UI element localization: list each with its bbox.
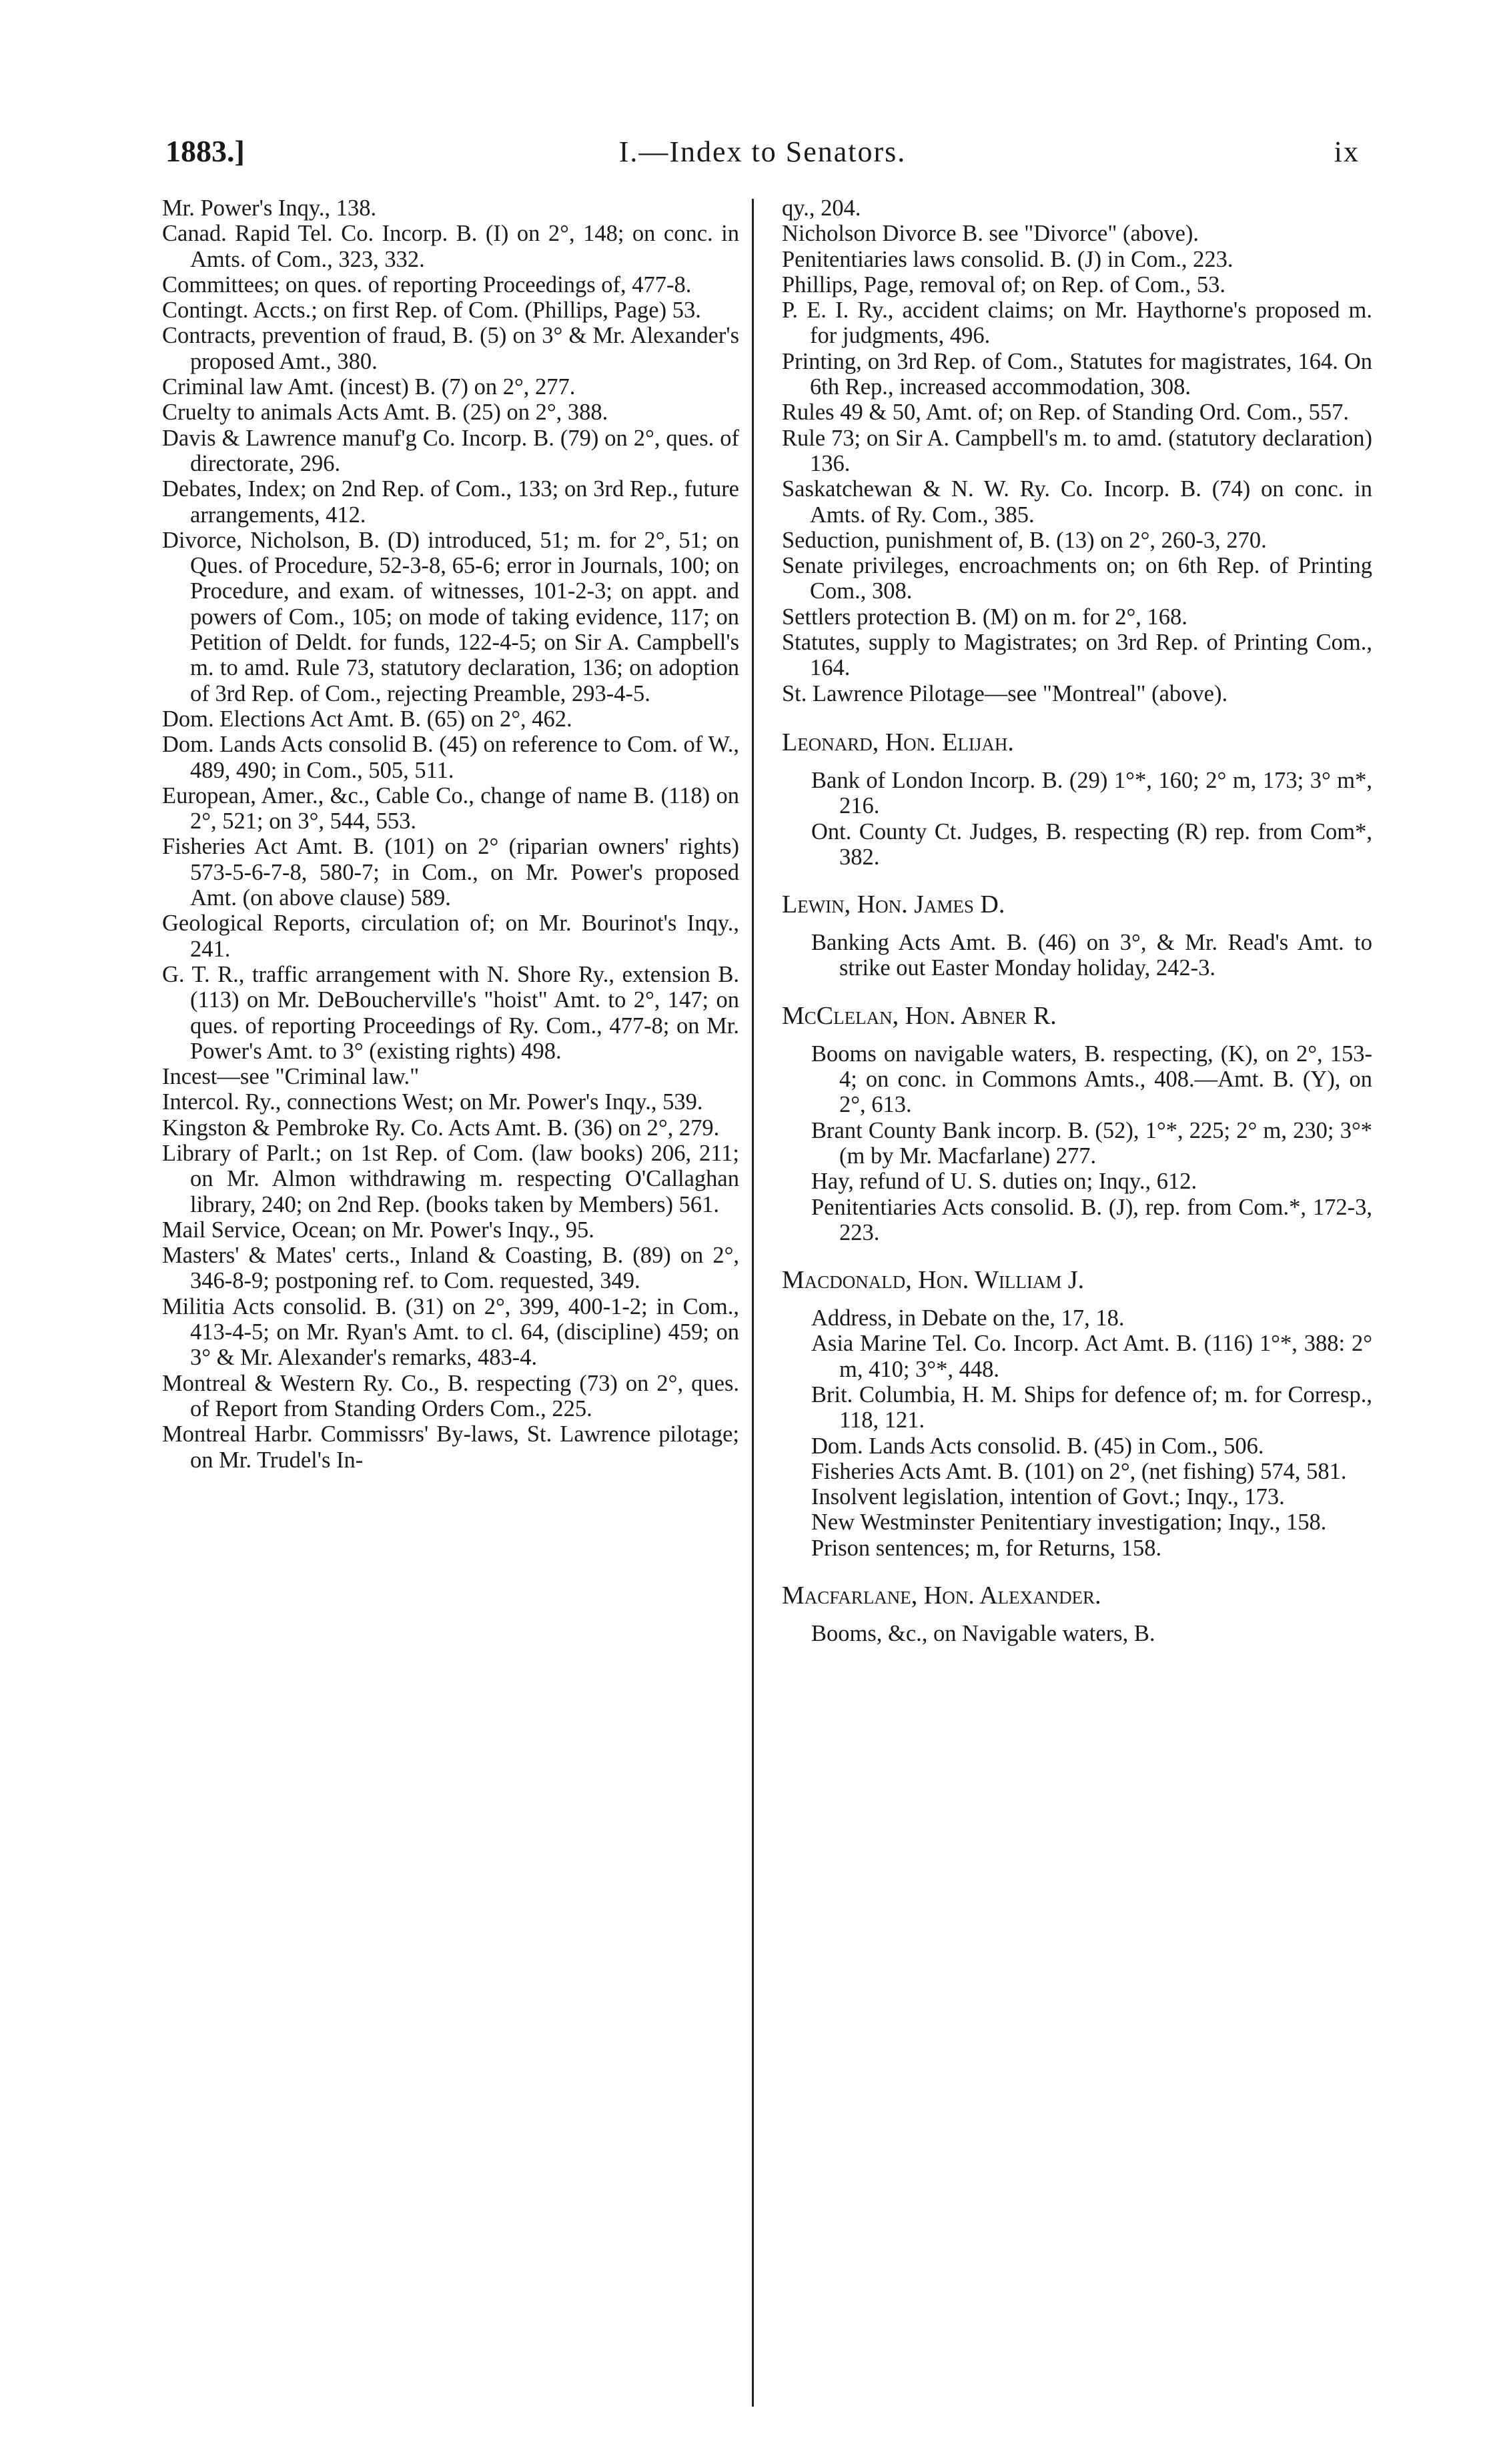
right-column: [782, 195, 1372, 1646]
header-title: I.—Index to Senators.: [618, 135, 907, 168]
index-entry: Rules 49 & 50, Amt. of; on Rep. of Standing Ord. Com., 557.: [782, 400, 1350, 426]
index-entry: Brit. Columbia, H. M. Ships for defence of; m. for Corresp., 118, 121.: [811, 1381, 1372, 1433]
senator-heading: Macdonald, Hon. William J.: [782, 1266, 1085, 1295]
index-entry: Davis & Lawrence manuf'g Co. Incorp. B. (79) on 2°, ques. of directorate, 296.: [162, 425, 739, 476]
index-entry: St. Lawrence Pilotage—see "Montreal" (above).: [782, 680, 1228, 706]
index-entry: Fisheries Act Amt. B. (101) on 2° (riparian owners' rights) 573-5-6-7-8, 580-7; in Com., on Mr. Power's proposed Amt. (on above clause) 589.: [162, 834, 739, 911]
header-year: 1883.]: [165, 134, 245, 168]
index-entry: Committees; on ques. of reporting Proceedings of, 477-8.: [162, 271, 692, 297]
index-entry: Booms on navigable waters, B. respecting, (K), on 2°, 153-4; on conc. in Commons Amts., 408.—Amt. B. (Y), on 2°, 613.: [811, 1041, 1372, 1118]
column-divider: [752, 199, 754, 2407]
index-entry: Address, in Debate on the, 17, 18.: [811, 1305, 1125, 1331]
index-entry: Dom. Lands Acts consolid. B. (45) in Com., 506.: [811, 1433, 1264, 1459]
index-entry: Seduction, punishment of, B. (13) on 2°, 260-3, 270.: [782, 527, 1267, 553]
senator-heading: McClelan, Hon. Abner R.: [782, 1001, 1057, 1030]
index-entry: Mail Service, Ocean; on Mr. Power's Inqy., 95.: [162, 1217, 594, 1243]
index-entry: Asia Marine Tel. Co. Incorp. Act Amt. B. (116) 1°*, 388: 2° m, 410; 3°*, 448.: [811, 1331, 1372, 1382]
index-entry: New Westminster Penitentiary investigation; Inqy., 158.: [811, 1509, 1327, 1535]
index-entry: Penitentiaries Acts consolid. B. (J), rep. from Com.*, 172-3, 223.: [811, 1194, 1372, 1245]
index-entry: Insolvent legislation, intention of Govt.; Inqy., 173.: [811, 1484, 1285, 1510]
index-entry: European, Amer., &c., Cable Co., change of name B. (118) on 2°, 521; on 3°, 544, 553.: [162, 782, 739, 834]
index-entry: Prison sentences; m, for Returns, 158.: [811, 1535, 1162, 1561]
index-entry: qy., 204.: [782, 195, 861, 221]
index-entry: Montreal & Western Ry. Co., B. respecting (73) on 2°, ques. of Report from Standing Orders Com., 225.: [162, 1370, 739, 1421]
page-header: [165, 133, 1360, 180]
index-entry: Fisheries Acts Amt. B. (101) on 2°, (net fishing) 574, 581.: [811, 1458, 1347, 1484]
index-entry: Library of Parlt.; on 1st Rep. of Com. (law books) 206, 211; on Mr. Almon withdrawing m. respecting O'Callaghan library, 240; on 2nd Rep. (books taken by Members) 561.: [162, 1140, 739, 1217]
index-entry: Penitentiaries laws consolid. B. (J) in Com., 223.: [782, 246, 1233, 272]
index-entry: Contracts, prevention of fraud, B. (5) on 3° & Mr. Alexander's proposed Amt., 380.: [162, 323, 739, 374]
index-entry: Montreal Harbr. Commissrs' By-laws, St. Lawrence pilotage; on Mr. Trudel's In-: [162, 1421, 739, 1473]
index-entry: Canad. Rapid Tel. Co. Incorp. B. (I) on 2°, 148; on conc. in Amts. of Com., 323, 332.: [162, 221, 739, 272]
index-entry: Kingston & Pembroke Ry. Co. Acts Amt. B. (36) on 2°, 279.: [162, 1115, 720, 1141]
index-entry: Saskatchewan & N. W. Ry. Co. Incorp. B. (74) on conc. in Amts. of Ry. Com., 385.: [782, 476, 1372, 528]
index-entry: Banking Acts Amt. B. (46) on 3°, & Mr. Read's Amt. to strike out Easter Monday holiday, 242-3.: [811, 930, 1372, 981]
index-entry: Statutes, supply to Magistrates; on 3rd Rep. of Printing Com., 164.: [782, 630, 1372, 681]
index-entry: Hay, refund of U. S. duties on; Inqy., 612.: [811, 1169, 1197, 1195]
senator-heading: Lewin, Hon. James D.: [782, 890, 1005, 919]
index-entry: Printing, on 3rd Rep. of Com., Statutes for magistrates, 164. On 6th Rep., increased accommodation, 308.: [782, 348, 1372, 400]
index-entry: Mr. Power's Inqy., 138.: [162, 195, 377, 221]
index-entry: Criminal law Amt. (incest) B. (7) on 2°, 277.: [162, 374, 576, 400]
senator-heading: Leonard, Hon. Elijah.: [782, 728, 1014, 756]
index-entry: Ont. County Ct. Judges, B. respecting (R) rep. from Com*, 382.: [811, 818, 1372, 870]
index-entry: Incest—see "Criminal law.": [162, 1064, 420, 1090]
index-entry: Geological Reports, circulation of; on Mr. Bourinot's Inqy., 241.: [162, 910, 739, 962]
senator-heading: Macfarlane, Hon. Alexander.: [782, 1582, 1101, 1610]
index-entry: Dom. Lands Acts consolid B. (45) on reference to Com. of W., 489, 490; in Com., 505, 511.: [162, 732, 739, 783]
index-entry: Militia Acts consolid. B. (31) on 2°, 399, 400-1-2; in Com., 413-4-5; on Mr. Ryan's Amt. to cl. 64, (discipline) 459; on 3° & Mr. Alexander's remarks, 483-4.: [162, 1293, 739, 1371]
index-entry: Nicholson Divorce B. see "Divorce" (above).: [782, 221, 1199, 247]
page-number: ix: [1334, 135, 1360, 168]
index-entry: Intercol. Ry., connections West; on Mr. Power's Inqy., 539.: [162, 1089, 703, 1115]
index-entry: Settlers protection B. (M) on m. for 2°, 168.: [782, 604, 1187, 630]
index-entry: P. E. I. Ry., accident claims; on Mr. Haythorne's proposed m. for judgments, 496.: [782, 297, 1372, 349]
index-entry: Masters' & Mates' certs., Inland & Coasting, B. (89) on 2°, 346-8-9; postponing ref. to Com. requested, 349.: [162, 1243, 739, 1294]
left-column: [162, 195, 739, 1473]
index-entry: Senate privileges, encroachments on; on 6th Rep. of Printing Com., 308.: [782, 553, 1372, 604]
index-entry: Contingt. Accts.; on first Rep. of Com. (Phillips, Page) 53.: [162, 297, 701, 324]
index-entry: Booms, &c., on Navigable waters, B.: [811, 1621, 1155, 1647]
index-entry: Debates, Index; on 2nd Rep. of Com., 133; on 3rd Rep., future arrangements, 412.: [162, 476, 739, 528]
index-entry: Cruelty to animals Acts Amt. B. (25) on 2°, 388.: [162, 400, 608, 426]
index-entry: Brant County Bank incorp. B. (52), 1°*, 225; 2° m, 230; 3°* (m by Mr. Macfarlane) 277.: [811, 1117, 1372, 1169]
index-entry: Rule 73; on Sir A. Campbell's m. to amd. (statutory declaration) 136.: [782, 425, 1372, 476]
index-entry: Dom. Elections Act Amt. B. (65) on 2°, 462.: [162, 706, 572, 732]
index-entry: Bank of London Incorp. B. (29) 1°*, 160; 2° m, 173; 3° m*, 216.: [811, 767, 1372, 819]
index-entry: G. T. R., traffic arrangement with N. Shore Ry., extension B. (113) on Mr. DeBoucherville's "hoist" Amt. to 2°, 147; on ques. of reporting Proceedings of Ry. Com., 477-8; on Mr. Power's Amt. to 3° (existing rights) 498.: [162, 961, 739, 1064]
index-entry: Phillips, Page, removal of; on Rep. of Com., 53.: [782, 271, 1226, 297]
index-entry: Divorce, Nicholson, B. (D) introduced, 51; m. for 2°, 51; on Ques. of Procedure, 52-3-8, 65-6; error in Journals, 100; on Procedure, and exam. of witnesses, 101-2-3; on appt. and powers of Com., 105; on mode of taking evidence, 117; on Petition of Deldt. for funds, 122-4-5; on Sir A. Campbell's m. to amd. Rule 73, statutory declaration, 136; on adoption of 3rd Rep. of Com., rejecting Preamble, 293-4-5.: [162, 527, 739, 706]
